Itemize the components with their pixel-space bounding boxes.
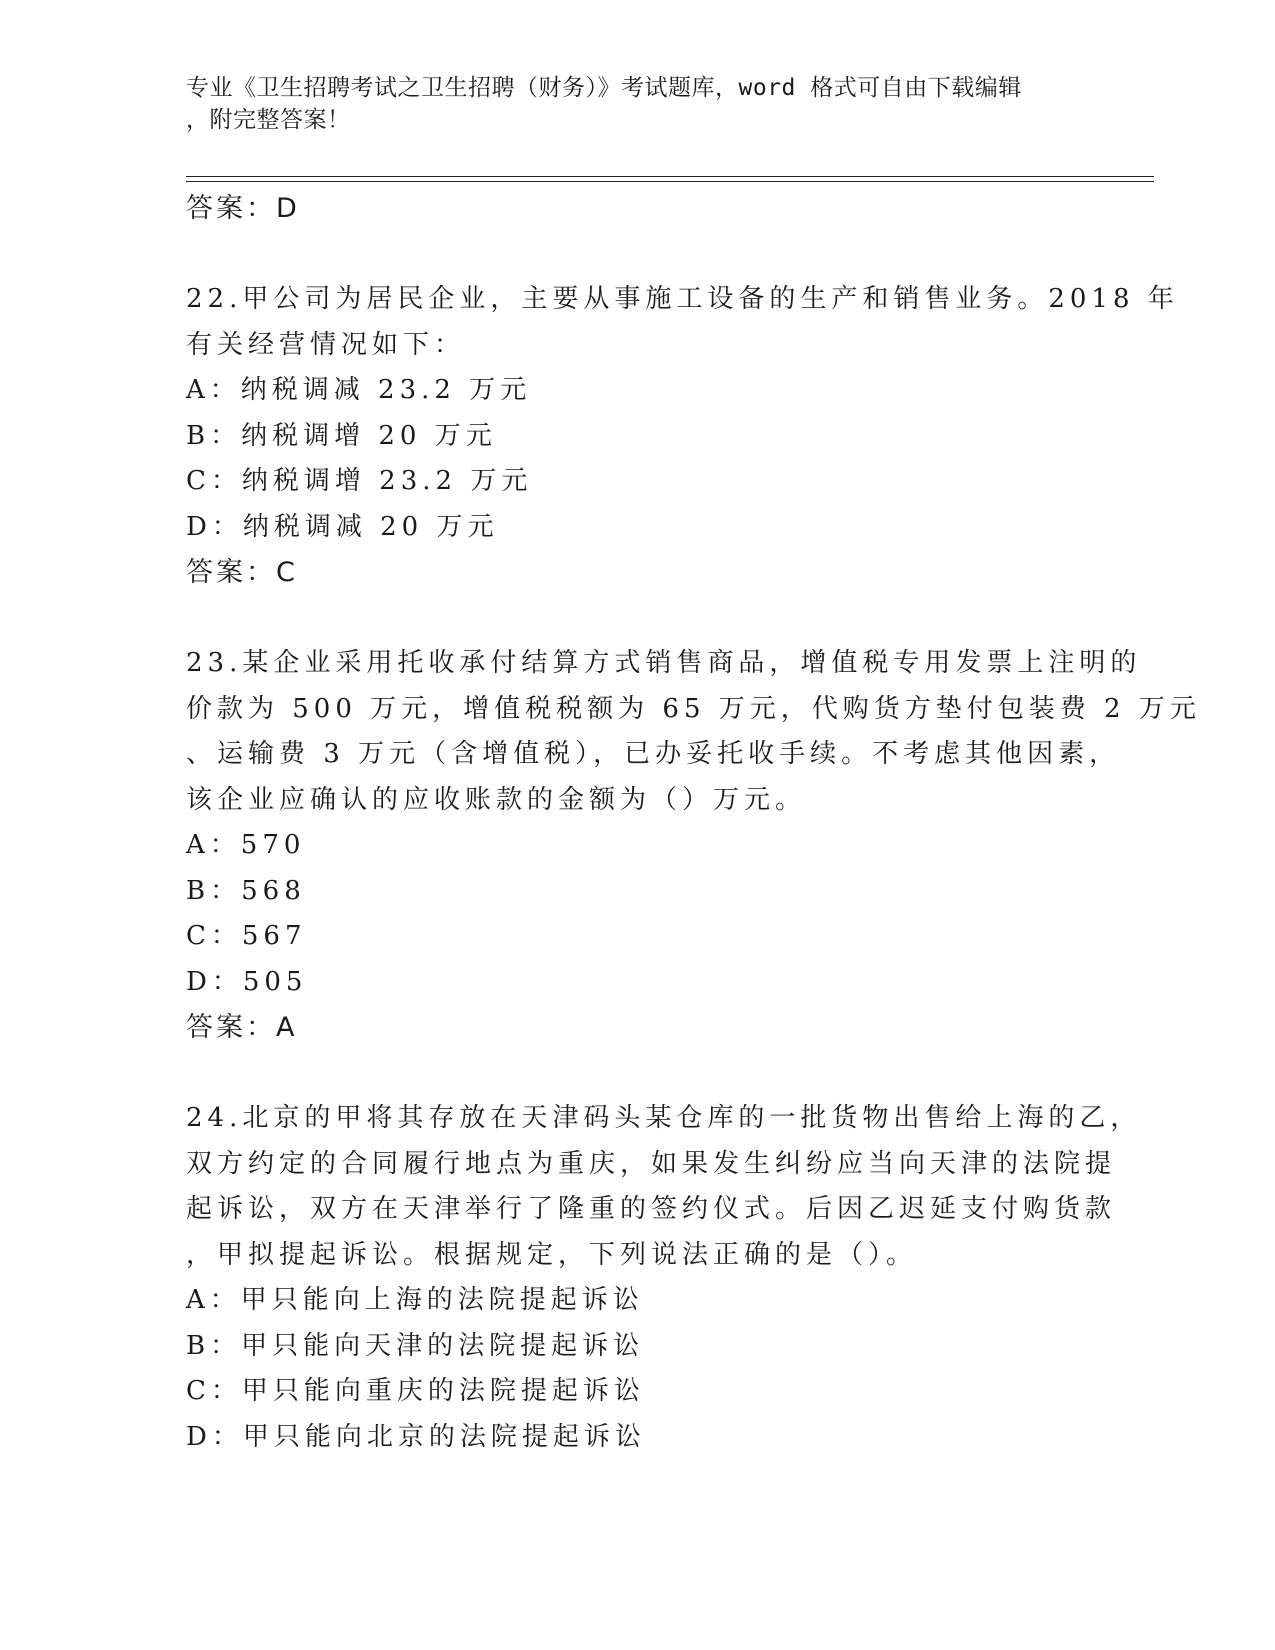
question-text-line: ，甲拟提起诉讼。根据规定，下列说法正确的是（）。 xyxy=(186,1239,918,1270)
option-c: C：纳税调增 23.2 万元 xyxy=(186,466,533,496)
question-text-line: 双方约定的合同履行地点为重庆，如果发生纠纷应当向天津的法院提 xyxy=(186,1148,1117,1179)
header-line-1: 专业《卫生招聘考试之卫生招聘（财务）》考试题库，word 格式可自由下载编辑 xyxy=(186,75,1022,101)
question-22 xyxy=(186,277,1179,596)
question-text-line: 22.甲公司为居民企业，主要从事施工设备的生产和销售业务。2018 年 xyxy=(186,284,1179,314)
option-b: B：纳税调增 20 万元 xyxy=(186,420,497,451)
option-d: D：505 xyxy=(186,966,308,997)
answer-line: 答案：D xyxy=(186,193,300,224)
question-23 xyxy=(186,641,1201,1051)
option-a: A：甲只能向上海的法院提起诉讼 xyxy=(186,1285,644,1315)
question-text-line: 有关经营情况如下： xyxy=(186,329,466,360)
option-c: C：甲只能向重庆的法院提起诉讼 xyxy=(186,1376,645,1406)
question-text-line: 、运输费 3 万元（含增值税），已办妥托收手续。不考虑其他因素， xyxy=(186,739,1121,769)
option-b: B：甲只能向天津的法院提起诉讼 xyxy=(186,1330,645,1361)
answer-line: 答案：A xyxy=(186,1012,298,1043)
question-24 xyxy=(186,1096,1142,1460)
option-d: D：纳税调减 20 万元 xyxy=(186,511,499,542)
header-divider-bottom xyxy=(186,181,1154,182)
question-text-line: 23.某企业采用托收承付结算方式销售商品，增值税专用发票上注明的 xyxy=(186,648,1142,678)
question-text-line: 24.北京的甲将其存放在天津码头某仓库的一批货物出售给上海的乙， xyxy=(186,1103,1142,1133)
document-header xyxy=(186,72,1066,136)
header-divider-top xyxy=(186,176,1154,177)
option-a: A：纳税调减 23.2 万元 xyxy=(186,375,532,405)
option-b: B：568 xyxy=(186,875,306,906)
answer-line: 答案：C xyxy=(186,557,298,588)
question-text-line: 价款为 500 万元，增值税税额为 65 万元，代购货方垫付包装费 2 万元 xyxy=(186,693,1201,724)
option-d: D：甲只能向北京的法院提起诉讼 xyxy=(186,1421,646,1452)
header-line-2: ，附完整答案！ xyxy=(186,107,351,133)
document-body xyxy=(186,186,1201,1460)
option-a: A：570 xyxy=(186,830,306,860)
question-text-line: 该企业应确认的应收账款的金额为（）万元。 xyxy=(186,784,807,815)
question-text-line: 起诉讼，双方在天津举行了隆重的签约仪式。后因乙迟延支付购货款 xyxy=(186,1194,1117,1224)
option-c: C：567 xyxy=(186,921,307,951)
